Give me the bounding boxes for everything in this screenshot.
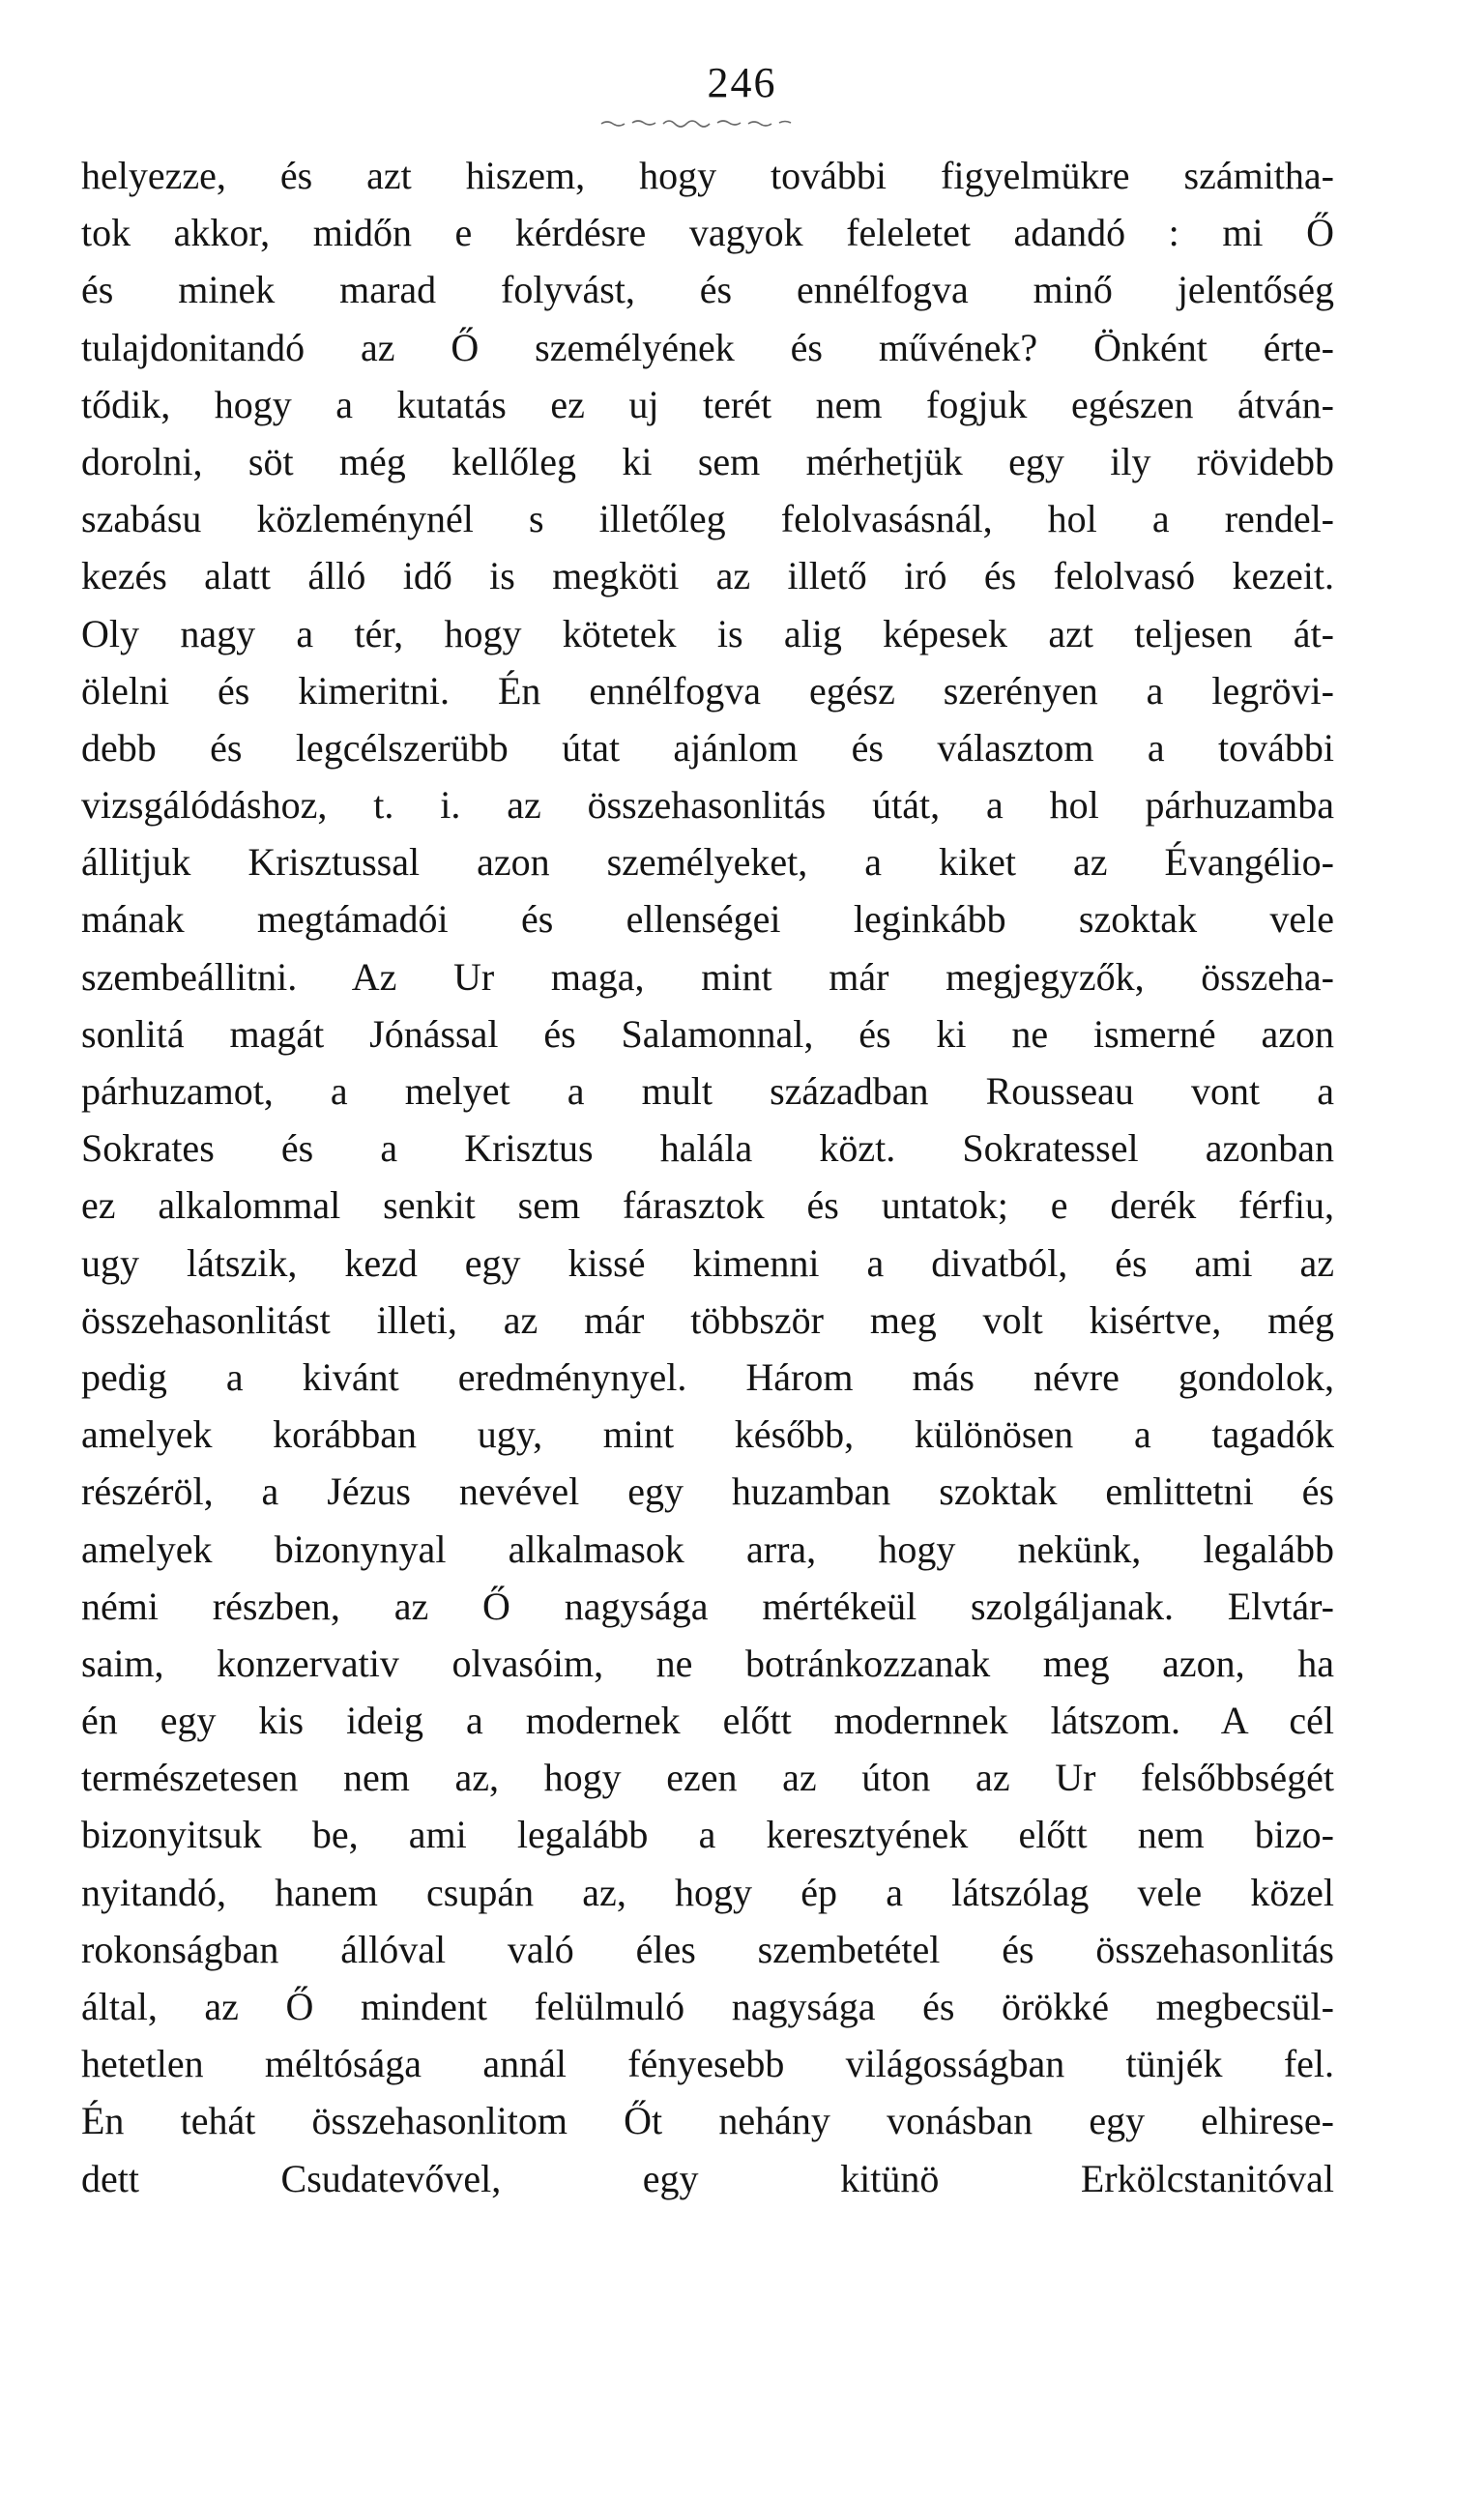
text-line: tődik, hogy a kutatás ez uj terét nem fogjuk egészen átván- — [81, 382, 1334, 426]
text-line: mának megtámadói és ellenségei leginkább szoktak vele — [81, 897, 1334, 942]
page-number: 246 — [707, 59, 777, 106]
text-line: dorolni, söt még kellőleg ki sem mérhetjük egy ily rövidebb — [81, 439, 1334, 483]
text-line: részéröl, a Jézus nevével egy huzamban szoktak emlittetni és — [81, 1469, 1334, 1514]
text-line: által, az Ő mindent felülmuló nagysága és örökké megbecsül- — [81, 1985, 1334, 2028]
text-line: ez alkalommal senkit sem fárasztok és untatok; e derék férfiu, — [81, 1183, 1334, 1228]
text-line: rokonságban állóval való éles szembetétel és összehasonlitás — [81, 1927, 1334, 1971]
text-line: sonlitá magát Jónással és Salamonnal, és ki ne ismerné azon — [81, 1011, 1334, 1056]
text-line: Én tehát összehasonlitom Őt nehány vonásban egy elhirese- — [81, 2099, 1334, 2143]
text-line: némi részben, az Ő nagysága mértékeül szolgáljanak. Elvtár- — [81, 1584, 1334, 1628]
text-line: Oly nagy a tér, hogy kötetek is alig képesek azt teljesen át- — [81, 611, 1334, 655]
text-line: ugy látszik, kezd egy kissé kimenni a divatból, és ami az — [81, 1240, 1334, 1285]
text-line: természetesen nem az, hogy ezen az úton az Ur felsőbbségét — [81, 1756, 1334, 1800]
text-line: tulajdonitandó az Ő személyének és művének? Önként érte- — [81, 325, 1334, 369]
text-line: tok akkor, midőn e kérdésre vagyok feleletet adandó : mi Ő — [81, 211, 1334, 255]
text-line: én egy kis ideig a modernek előtt modernnek látszom. A cél — [81, 1699, 1334, 1743]
text-line: bizonyitsuk be, ami legalább a keresztyének előtt nem bizo- — [81, 1813, 1334, 1857]
text-line: párhuzamot, a melyet a mult században Rousseau vont a — [81, 1069, 1334, 1113]
text-line: kezés alatt álló idő is megköti az illető iró és felolvasó kezeit. — [81, 554, 1334, 598]
text-line: amelyek bizonynyal alkalmasok arra, hogy nekünk, legalább — [81, 1527, 1334, 1571]
text-line: és minek marad folyvást, és ennélfogva minő jelentőség — [81, 268, 1334, 312]
text-line: Sokrates és a Krisztus halála közt. Sokratessel azonban — [81, 1126, 1334, 1171]
text-line: helyezze, és azt hiszem, hogy további figyelmükre számitha- — [81, 154, 1334, 197]
text-line: pedig a kivánt eredménynyel. Három más névre gondolok, — [81, 1354, 1334, 1399]
text-line: összehasonlitást illeti, az már többször meg volt kisértve, még — [81, 1297, 1334, 1342]
text-line: saim, konzervativ olvasóim, ne botránkozzanak meg azon, ha — [81, 1641, 1334, 1685]
text-line: ölelni és kimeritni. Én ennélfogva egész szerényen a legrövi- — [81, 668, 1334, 713]
text-line: dett Csudatevővel, egy kitünö Erkölcstanitóval — [81, 2156, 1334, 2200]
text-line: hetetlen méltósága annál fényesebb világosságban tünjék fel. — [81, 2042, 1334, 2086]
body-text — [81, 147, 1334, 2207]
text-line: vizsgálódáshoz, t. i. az összehasonlitás útát, a hol párhuzamba — [81, 783, 1334, 828]
text-line: nyitandó, hanem csupán az, hogy ép a látszólag vele közel — [81, 1870, 1334, 1914]
text-line: állitjuk Krisztussal azon személyeket, a kiket az Évangélio- — [81, 840, 1334, 885]
text-line: amelyek korábban ugy, mint később, különösen a tagadók — [81, 1412, 1334, 1457]
text-line: szabásu közleménynél s illetőleg felolvasásnál, hol a rendel- — [81, 497, 1334, 541]
header-ornament — [599, 114, 798, 130]
text-line: szembeállitni. Az Ur maga, mint már megjegyzők, összeha- — [81, 954, 1334, 999]
text-line: debb és legcélszerübb útat ajánlom és választom a további — [81, 725, 1334, 770]
